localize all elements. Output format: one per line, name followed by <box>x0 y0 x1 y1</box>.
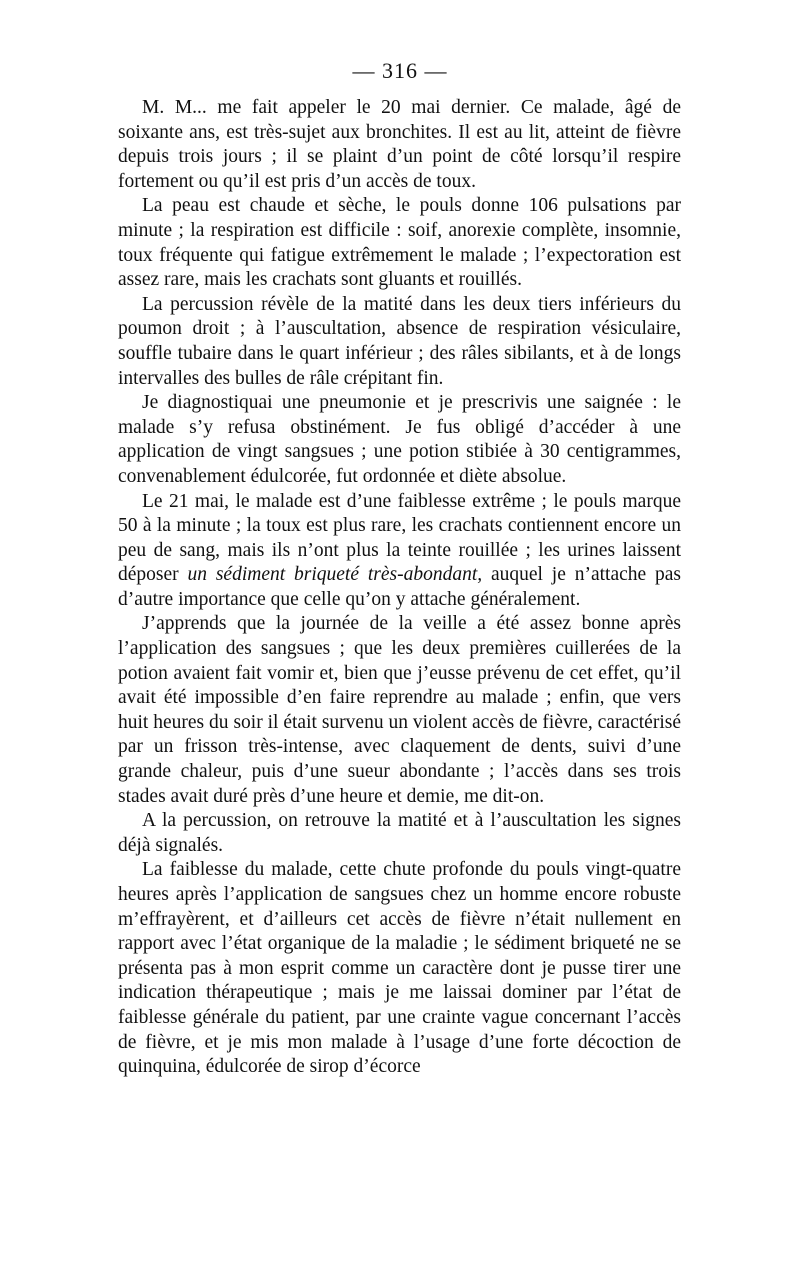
paragraph-3: La percussion révèle de la matité dans les deux tiers inférieurs du poumon droit ; à l’auscultation, absence de respiration vésiculaire, souffle tubaire dans le quart inférieur ; des râles sibilants, et à de longs intervalles des bulles de râle crépitant fin. <box>118 293 681 389</box>
page-number: — 316 — <box>352 58 448 83</box>
paragraph-4: Je diagnostiquai une pneumonie et je prescrivis une saignée : le malade s’y refusa obstinément. Je fus obligé d’accéder à une application de vingt sangsues ; une potion stibiée à 30 centigrammes, convenablement édulcorée, fut ordonnée et diète absolue. <box>118 392 681 487</box>
body-text <box>118 96 681 1080</box>
paragraph-6: J’apprends que la journée de la veille a été assez bonne après l’application des sangsues ; que les deux premières cuillerées de la potion avaient fait vomir et, bien que j’eusse prévenu de cet effet, qu’il avait été impossible d’en faire reprendre au malade ; enfin, que vers huit heures du soir il était survenu un violent accès de fièvre, caractérisé par un frisson très-intense, avec claquement de dents, suivi d’une grande chaleur, puis d’une sueur abondante ; l’accès dans ses trois stades avait duré près d’une heure et demie, me dit-on. <box>118 613 681 807</box>
paragraph-5-italic: un sédiment briqueté très-abondant, <box>187 564 483 586</box>
paragraph-1: M. M... me fait appeler le 20 mai dernier. Ce malade, âgé de soixante ans, est très-sujet aux bronchites. Il est au lit, atteint de fièvre depuis trois jours ; il se plaint d’un point de côté lorsqu’il respire fortement ou qu’il est pris d’un accès de toux. <box>118 97 681 192</box>
paragraph-7: A la percussion, on retrouve la matité et à l’auscultation les signes déjà signalés. <box>118 810 681 856</box>
paragraph-2: La peau est chaude et sèche, le pouls donne 106 pulsations par minute ; la respiration est difficile : soif, anorexie complète, insomnie, toux fréquente qui fatigue extrêmement le malade ; l’expectoration est assez rare, mais les crachats sont gluants et rouillés. <box>118 195 681 291</box>
paragraph-5-after: auquel je n’attache pas d’autre importance que celle qu’on y attache généralement. <box>118 564 681 610</box>
paragraph-5 <box>118 490 681 613</box>
paragraph-5-before: Le 21 mai, le malade est d’une faiblesse extrême ; le pouls marque 50 à la minute ; la toux est plus rare, les crachats contiennent encore un peu de sang, mais ils n’ont plus la teinte rouillée ; les urines laissent déposer <box>118 490 681 586</box>
paragraph-8: La faiblesse du malade, cette chute profonde du pouls vingt-quatre heures après l’application de sangsues chez un homme encore robuste m’effrayèrent, et d’ailleurs cet accès de fièvre n’était nullement en rapport avec l’état organique de la maladie ; le sédiment briqueté ne se présenta pas à mon esprit comme un caractère dont je pusse tirer une indication thérapeutique ; mais je me laissai dominer par l’état de faiblesse générale du patient, par une crainte vague concernant l’accès de fièvre, et je mis mon malade à l’usage d’une forte décoction de quinquina, édulcorée de sirop d’écorce <box>118 859 681 1078</box>
